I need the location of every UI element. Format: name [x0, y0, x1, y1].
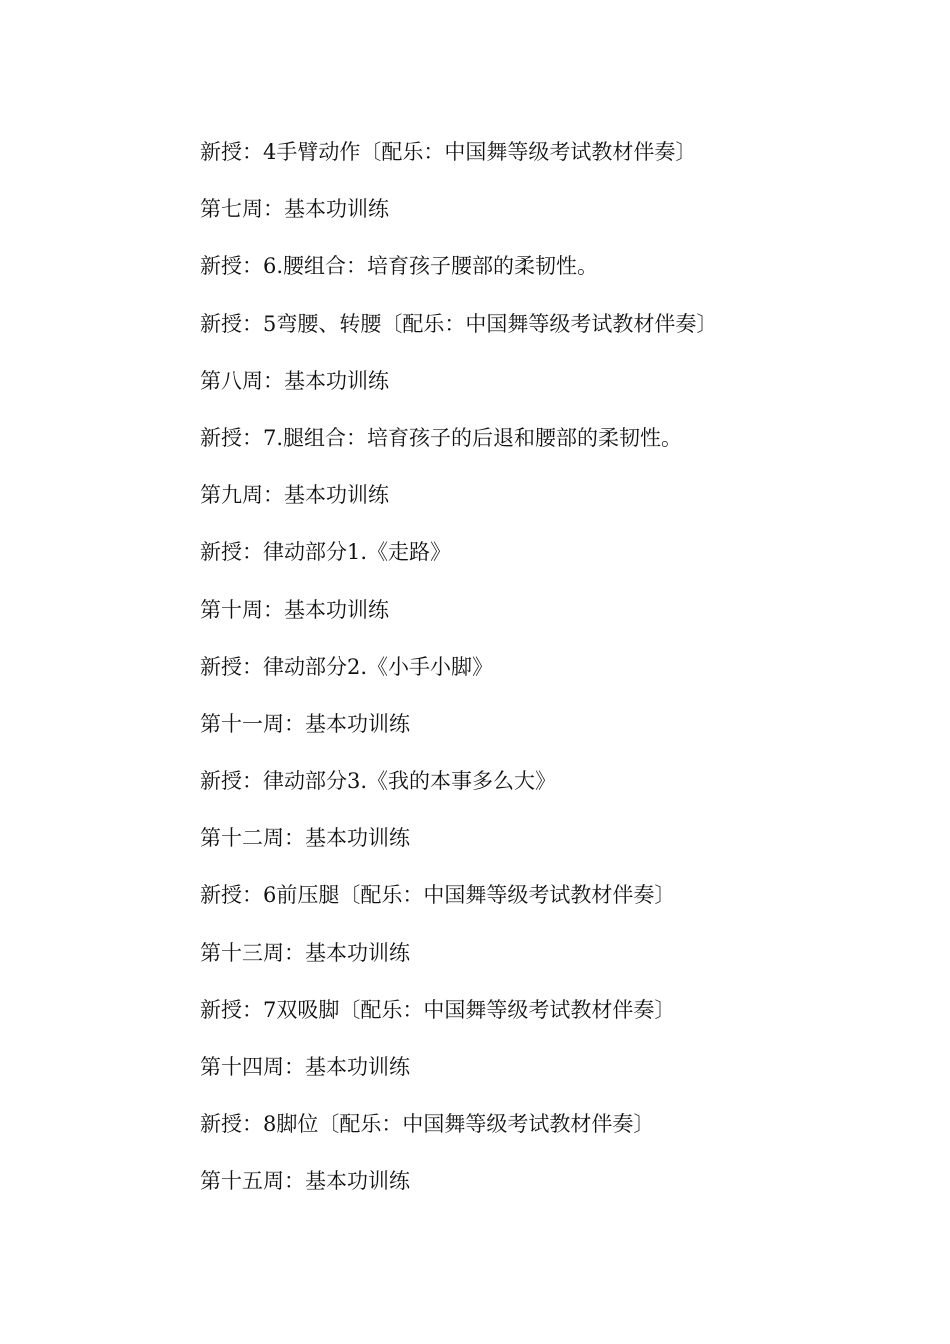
text-line: 第十一周：基本功训练: [200, 711, 410, 736]
text-line: 第九周：基本功训练: [200, 483, 389, 508]
document-body: [200, 134, 900, 1221]
text-line: 第十三周：基本功训练: [200, 940, 410, 965]
text-line: 新授：4手臂动作〔配乐：中国舞等级考试教材伴奏〕: [200, 140, 697, 164]
text-line: 第八周：基本功训练: [200, 368, 389, 393]
text-line: 第七周：基本功训练: [200, 197, 389, 222]
text-line: 新授：律动部分2.《小手小脚》: [200, 654, 494, 679]
text-line: 新授：5弯腰、转腰〔配乐：中国舞等级考试教材伴奏〕: [200, 311, 718, 336]
text-line: 新授：律动部分3.《我的本事多么大》: [200, 769, 557, 794]
text-line: 新授：6前压腿〔配乐：中国舞等级考试教材伴奏〕: [200, 883, 676, 908]
text-line: 第十周：基本功训练: [200, 597, 389, 622]
text-line: 新授：6.腰组合：培育孩子腰部的柔韧性。: [200, 254, 599, 279]
text-line: 第十二周：基本功训练: [200, 826, 410, 851]
text-line: 新授：7.腿组合：培育孩子的后退和腰部的柔韧性。: [200, 425, 683, 450]
text-line: 第十五周：基本功训练: [200, 1169, 410, 1194]
text-line: 新授：7双吸脚〔配乐：中国舞等级考试教材伴奏〕: [200, 997, 676, 1022]
text-line: 新授：律动部分1.《走路》: [200, 540, 452, 565]
text-line: 新授：8脚位〔配乐：中国舞等级考试教材伴奏〕: [200, 1112, 655, 1137]
text-line: 第十四周：基本功训练: [200, 1055, 410, 1079]
